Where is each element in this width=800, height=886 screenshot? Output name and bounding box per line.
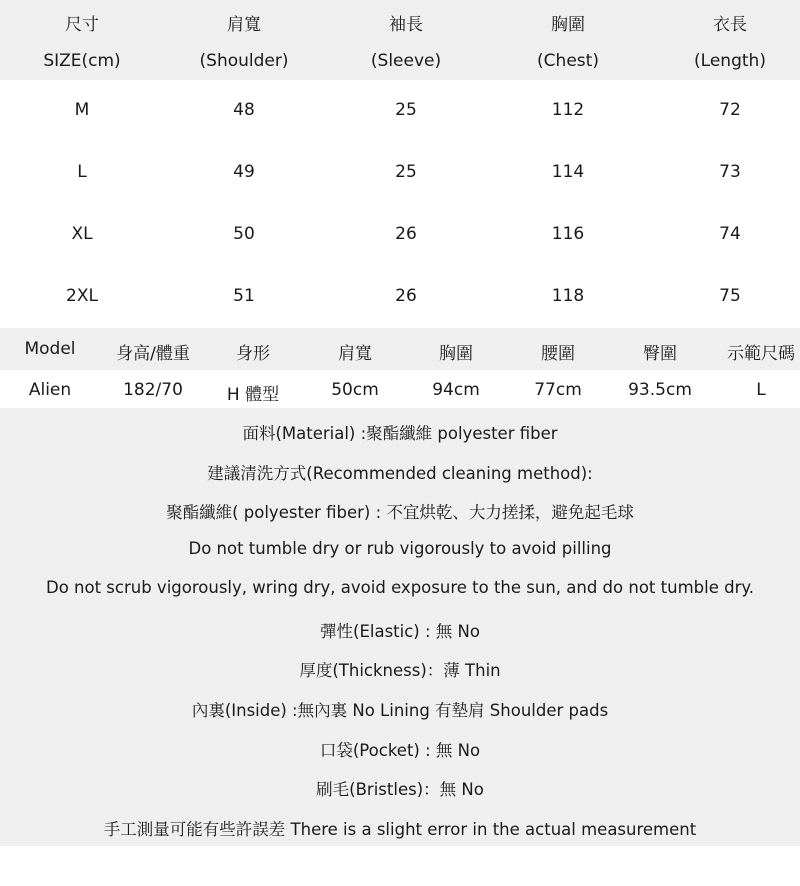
chest-value: 116	[551, 224, 585, 244]
model-header-waist: 腰圍	[541, 344, 575, 364]
size-label: L	[77, 162, 87, 182]
length-value: 75	[719, 286, 741, 306]
size-row-2xl	[0, 266, 800, 328]
length-value: 73	[719, 162, 741, 182]
chest-value: 114	[551, 162, 585, 182]
note-thickness: 厚度(Thickness)：薄 Thin	[299, 661, 501, 680]
model-table-header	[0, 328, 800, 370]
sleeve-value: 25	[395, 100, 417, 120]
model-shoulder: 50cm	[331, 380, 379, 400]
header-chest-en: (Chest)	[537, 51, 599, 71]
note-measurement-error: 手工測量可能有些許誤差 There is a slight error in the actual measurement	[103, 820, 697, 839]
size-label: M	[74, 100, 90, 120]
model-chest: 94cm	[432, 380, 480, 400]
size-row-xl	[0, 204, 800, 266]
header-sleeve-cn: 袖長	[389, 15, 423, 35]
sleeve-value: 26	[395, 224, 417, 244]
model-body-type: H 體型	[226, 385, 280, 405]
model-header-demo-size: 示範尺碼	[727, 344, 795, 364]
model-table-values	[0, 370, 800, 408]
model-waist: 77cm	[534, 380, 582, 400]
model-header-shoulder: 肩寬	[338, 344, 372, 364]
sleeve-value: 26	[395, 286, 417, 306]
shoulder-value: 48	[233, 100, 255, 120]
chest-value: 118	[551, 286, 585, 306]
model-header-hip: 臀圍	[643, 344, 677, 364]
model-header-body-type: 身形	[236, 344, 270, 364]
header-shoulder-en: (Shoulder)	[199, 51, 289, 71]
chest-value: 112	[551, 100, 585, 120]
size-row-m	[0, 80, 800, 142]
model-height-weight: 182/70	[123, 380, 183, 400]
header-shoulder-cn: 肩寬	[227, 15, 261, 35]
note-cleaning-cn: 聚酯纖維( polyester fiber) : 不宜烘乾、大力搓揉，避免起毛球	[166, 503, 634, 522]
size-table-header	[0, 0, 800, 80]
model-name: Alien	[28, 380, 72, 400]
sleeve-value: 25	[395, 162, 417, 182]
model-hip: 93.5cm	[628, 380, 692, 400]
note-cleaning-title: 建議清洗方式(Recommended cleaning method):	[207, 464, 593, 483]
model-demo-size: L	[756, 380, 766, 400]
note-cleaning-en-1: Do not tumble dry or rub vigorously to avoid pilling	[188, 539, 612, 558]
header-length-en: (Length)	[694, 51, 766, 71]
model-header-chest: 胸圍	[439, 344, 473, 364]
note-material: 面料(Material) :聚酯纖維 polyester fiber	[242, 424, 558, 443]
shoulder-value: 50	[233, 224, 255, 244]
header-length-cn: 衣長	[713, 15, 747, 35]
header-size-en: SIZE(cm)	[43, 51, 121, 71]
shoulder-value: 51	[233, 286, 255, 306]
note-cleaning-en-2: Do not scrub vigorously, wring dry, avoid exposure to the sun, and do not tumble dry.	[45, 578, 755, 597]
header-sleeve-en: (Sleeve)	[370, 51, 442, 71]
size-label: 2XL	[66, 286, 98, 306]
note-pocket: 口袋(Pocket) : 無 No	[319, 741, 481, 760]
model-header-height-weight: 身高/體重	[116, 344, 190, 364]
note-elastic: 彈性(Elastic) : 無 No	[320, 622, 480, 641]
size-label: XL	[71, 224, 93, 244]
model-header-model: Model	[24, 339, 76, 359]
product-notes	[0, 408, 800, 846]
header-chest-cn: 胸圍	[551, 15, 585, 35]
size-row-l	[0, 142, 800, 204]
header-size-cn: 尺寸	[65, 15, 99, 35]
note-inside: 內裏(Inside) :無內裏 No Lining 有墊肩 Shoulder pads	[191, 701, 609, 720]
length-value: 74	[719, 224, 741, 244]
length-value: 72	[719, 100, 741, 120]
shoulder-value: 49	[233, 162, 255, 182]
note-bristles: 刷毛(Bristles)：無 No	[316, 780, 484, 799]
